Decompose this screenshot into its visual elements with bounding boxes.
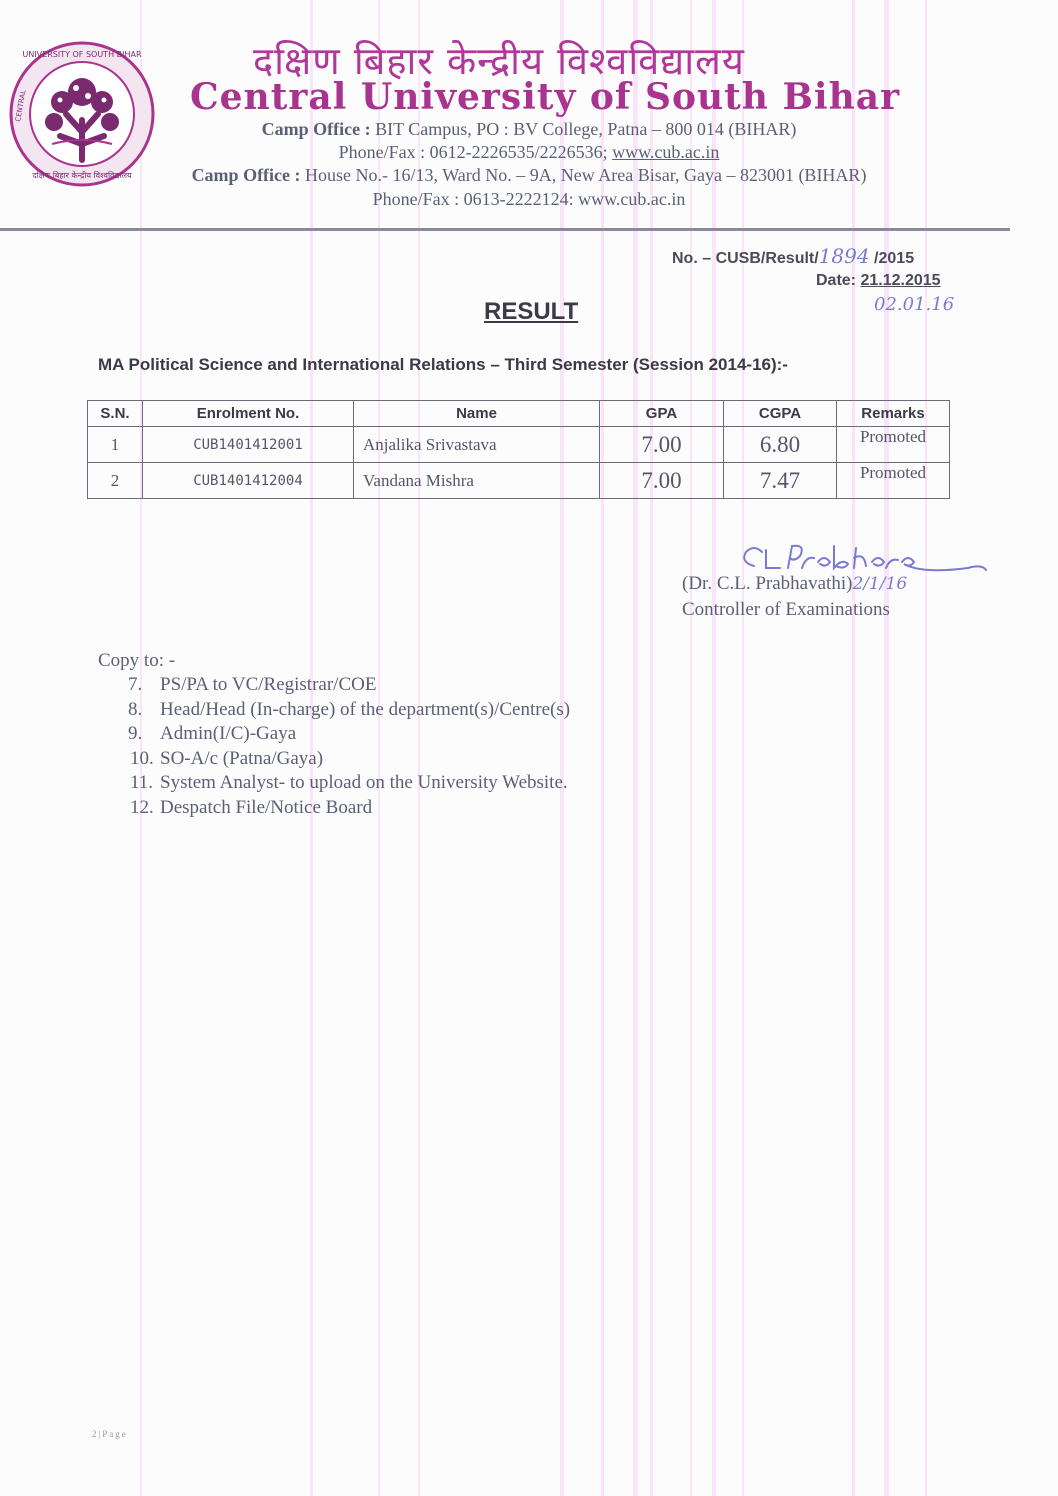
header-divider — [0, 228, 1010, 231]
website-link[interactable]: www.cub.ac.in — [612, 142, 720, 162]
list-item-number: 8. — [128, 698, 143, 720]
cell-enrolment: CUB1401412001 — [143, 427, 354, 463]
list-item — [128, 797, 570, 822]
list-item — [128, 699, 570, 724]
list-item-number: 12. — [130, 796, 154, 818]
col-header-gpa: GPA — [600, 401, 724, 427]
university-title-english: Central University of South Bihar — [190, 76, 901, 118]
col-header-cgpa: CGPA — [724, 401, 837, 427]
signatory-name-text: (Dr. C.L. Prabhavathi) — [682, 573, 853, 594]
reference-handwritten-number: 1894 — [818, 244, 870, 268]
list-item-number: 10. — [130, 747, 154, 769]
cell-sn: 2 — [88, 463, 143, 499]
signature-handwritten-date: 2/1/16 — [852, 574, 908, 594]
list-item-text: SO-A/c (Patna/Gaya) — [160, 747, 324, 769]
copy-to-list — [128, 674, 570, 821]
table-row — [88, 427, 950, 463]
reference-number — [672, 244, 914, 268]
document-heading: RESULT — [484, 298, 579, 325]
phone-line-patna — [0, 142, 1058, 163]
camp-office-label: Camp Office : — [261, 119, 371, 139]
seal-text-top: UNIVERSITY OF SOUTH BIHAR — [22, 50, 142, 59]
col-header-name: Name — [354, 401, 600, 427]
signatory-designation: Controller of Examinations — [682, 599, 890, 620]
cell-remarks: Promoted — [837, 463, 950, 499]
table-row — [88, 463, 950, 499]
seal-text-left: CENTRAL — [14, 89, 28, 123]
cell-gpa: 7.00 — [600, 427, 724, 463]
copy-to-label: Copy to: - — [98, 650, 176, 671]
camp-office-label: Camp Office : — [191, 165, 301, 185]
seal-text-bottom: दक्षिण बिहार केन्द्रीय विश्वविद्यालय — [32, 171, 132, 180]
list-item — [128, 674, 570, 699]
list-item-number: 9. — [128, 723, 143, 744]
result-subject: MA Political Science and International Relations – Third Semester (Session 2014-16):- — [98, 355, 788, 374]
cell-remarks: Promoted — [837, 427, 950, 463]
result-table — [87, 400, 950, 499]
col-header-remarks: Remarks — [837, 401, 950, 427]
col-header-enrolment: Enrolment No. — [143, 401, 354, 427]
date-label: Date: — [816, 272, 857, 289]
university-title-hindi: दक्षिण बिहार केन्द्रीय विश्वविद्यालय — [253, 39, 745, 83]
list-item — [128, 748, 570, 773]
cell-cgpa: 6.80 — [724, 427, 837, 463]
camp-office-patna — [0, 119, 1058, 140]
camp-office-gaya — [0, 165, 1058, 186]
col-header-sn: S.N. — [88, 401, 143, 427]
list-item-text: Despatch File/Notice Board — [160, 796, 373, 818]
phone-fax-text: Phone/Fax : 0612-2226535/2226536; — [338, 142, 608, 162]
cell-sn: 1 — [88, 427, 143, 463]
camp-office-address: BIT Campus, PO : BV College, Patna – 800 014 (BIHAR) — [375, 119, 797, 139]
reference-suffix: /2015 — [874, 250, 915, 267]
list-item — [128, 772, 570, 797]
cell-cgpa: 7.47 — [724, 463, 837, 499]
phone-line-gaya: Phone/Fax : 0613-2222124: www.cub.ac.in — [372, 189, 686, 209]
list-item-text: PS/PA to VC/Registrar/COE — [160, 674, 377, 695]
handwritten-date: 02.01.16 — [874, 294, 955, 315]
list-item-text: System Analyst- to upload on the University Website. — [160, 772, 568, 793]
issue-date — [816, 272, 941, 290]
list-item — [128, 723, 570, 748]
page-footer-mark: 2|Page — [92, 1429, 128, 1439]
signatory-name — [682, 573, 907, 595]
cell-gpa: 7.00 — [600, 463, 724, 499]
list-item-text: Admin(I/C)-Gaya — [160, 723, 297, 744]
camp-office-address: House No.- 16/13, Ward No. – 9A, New Area Bisar, Gaya – 823001 (BIHAR) — [305, 165, 867, 185]
cell-name: Anjalika Srivastava — [354, 427, 600, 463]
list-item-number: 7. — [128, 674, 143, 695]
date-value: 21.12.2015 — [860, 272, 941, 289]
list-item-number: 11. — [130, 772, 154, 793]
reference-prefix: No. – CUSB/Result/ — [672, 250, 819, 267]
table-header-row — [88, 401, 950, 427]
cell-name: Vandana Mishra — [354, 463, 600, 499]
cell-enrolment: CUB1401412004 — [143, 463, 354, 499]
list-item-text: Head/Head (In-charge) of the department(s)/Centre(s) — [160, 698, 571, 720]
